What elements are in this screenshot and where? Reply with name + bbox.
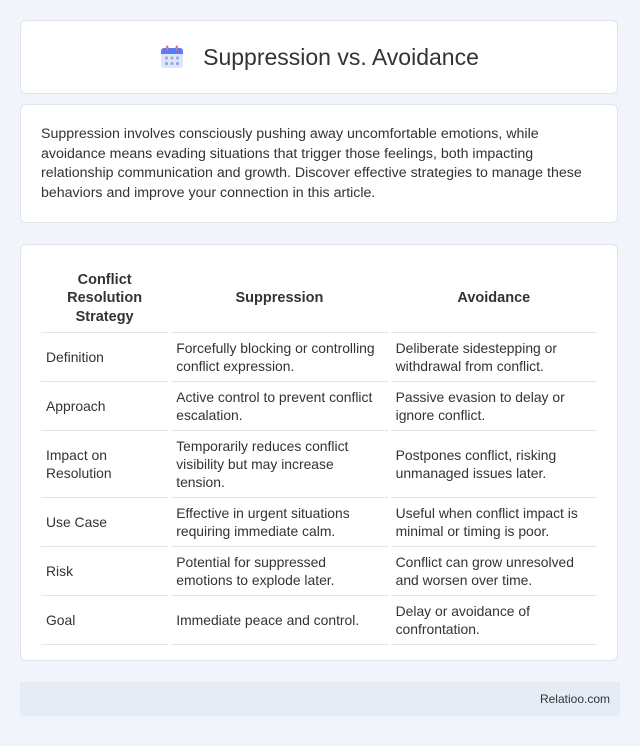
avoidance-cell: Useful when conflict impact is minimal or timing is poor. [391,498,597,547]
avoidance-cell: Deliberate sidestepping or withdrawal from conflict. [391,333,597,382]
table-row [41,547,597,596]
suppression-cell: Effective in urgent situations requiring immediate calm. [171,498,387,547]
intro-card [20,104,618,223]
suppression-cell: Potential for suppressed emotions to explode later. [171,547,387,596]
table-row [41,382,597,431]
table-row [41,333,597,382]
header-suppression: Suppression [171,265,387,333]
footer [20,682,620,716]
table-row [41,596,597,645]
avoidance-cell: Conflict can grow unresolved and worsen over time. [391,547,597,596]
row-label: Use Case [41,498,168,547]
row-label: Definition [41,333,168,382]
avoidance-cell: Postpones conflict, risking unmanaged issues later. [391,431,597,498]
avoidance-cell: Passive evasion to delay or ignore conflict. [391,382,597,431]
avoidance-cell: Delay or avoidance of confrontation. [391,596,597,645]
title-wrap [159,44,479,71]
suppression-cell: Forcefully blocking or controlling conflict expression. [171,333,387,382]
row-label: Risk [41,547,168,596]
title-card [20,20,618,94]
table-card [20,244,618,661]
suppression-cell: Temporarily reduces conflict visibility but may increase tension. [171,431,387,498]
page-title: Suppression vs. Avoidance [203,43,479,70]
table-row [41,431,597,498]
suppression-cell: Immediate peace and control. [171,596,387,645]
row-label: Impact on Resolution [41,431,168,498]
suppression-cell: Active control to prevent conflict escalation. [171,382,387,431]
row-label: Goal [41,596,168,645]
comparison-table [38,265,600,645]
table-row [41,498,597,547]
footer-site-name: Relatioo.com [539,692,610,706]
header-avoidance: Avoidance [391,265,597,333]
table-header-row [41,265,597,333]
calendar-icon [159,44,185,70]
header-strategy: Conflict Resolution Strategy [41,265,168,333]
row-label: Approach [41,382,168,431]
intro-text: Suppression involves consciously pushing away uncomfortable emotions, while avoidance means evading situations that trigger those feelings, both impacting relationship communication and growth. Discover effective strategies to manage these behaviors and improve your connection in this article. [41,126,582,201]
